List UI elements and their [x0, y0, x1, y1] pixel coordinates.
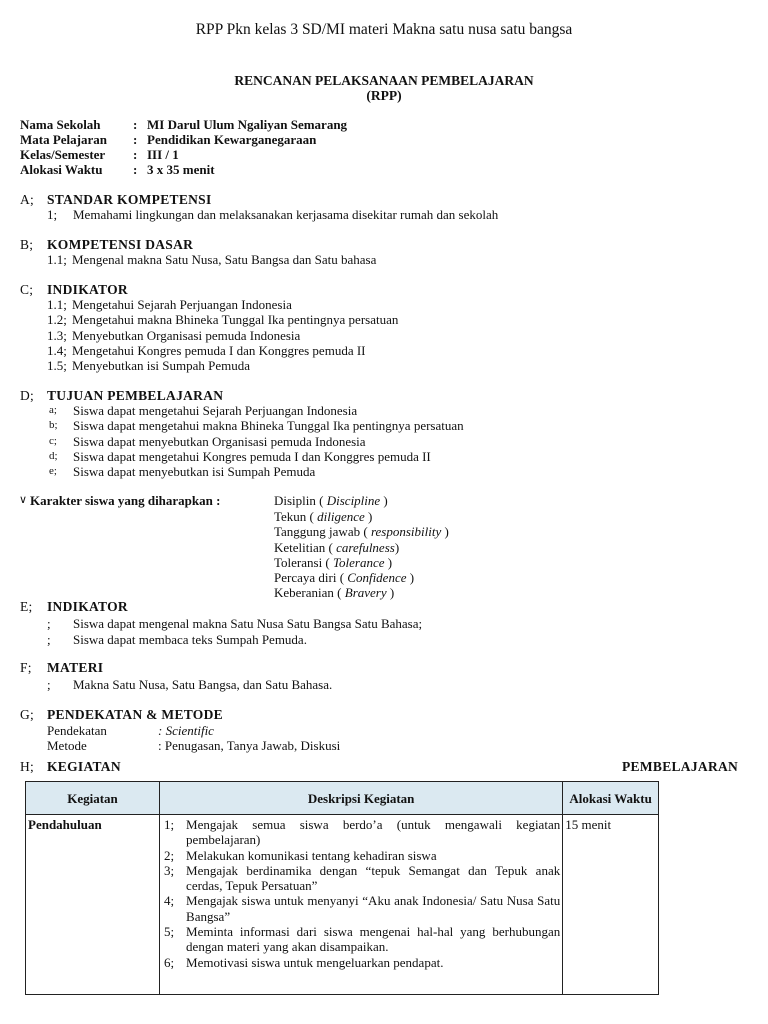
list-item: Menyebutkan isi Sumpah Pemuda — [72, 358, 251, 373]
list-item: 3; Mengajak berdinamika dengan “tepuk Semangat dan Tepuk anak cerdas, Tepuk Persatuan” — [164, 862, 561, 894]
section-title: KOMPETENSI DASAR — [47, 237, 194, 252]
info-colon: : — [133, 147, 138, 162]
list-item: Siswa dapat menyebutkan isi Sumpah Pemuda — [73, 464, 316, 479]
karakter-item: Disiplin ( Discipline ) — [274, 493, 388, 508]
metode-label: Metode — [47, 738, 87, 753]
section-title: MATERI — [47, 660, 104, 675]
header-alokasi: Alokasi Waktu — [563, 782, 659, 815]
section-letter: D; — [20, 388, 35, 403]
list-item: Mengetahui makna Bhineka Tunggal Ika pentingnya persatuan — [72, 312, 399, 327]
karakter-item: Tekun ( diligence ) — [274, 509, 373, 524]
list-num: 1.5; — [47, 358, 67, 373]
kegiatan-table — [25, 781, 659, 995]
list-item: Siswa dapat mengetahui makna Bhineka Tunggal Ika pentingnya persatuan — [73, 418, 464, 433]
list-num: ; — [47, 677, 51, 692]
section-a-heading — [20, 192, 212, 207]
list-num: d; — [49, 450, 58, 462]
doc-subheading: (RPP) — [366, 88, 402, 103]
section-g-heading — [20, 707, 223, 722]
section-f-heading — [20, 660, 103, 675]
section-letter: A; — [20, 192, 35, 207]
list-num: a; — [49, 404, 57, 416]
info-colon: : — [133, 117, 138, 132]
info-colon: : — [133, 132, 138, 147]
cell-kegiatan: Pendahuluan — [26, 815, 160, 995]
list-item: Makna Satu Nusa, Satu Bangsa, dan Satu Bahasa. — [73, 677, 333, 692]
section-title: STANDAR KOMPETENSI — [47, 192, 212, 207]
list-item: Mengetahui Kongres pemuda I dan Konggres pemuda II — [72, 343, 366, 358]
info-label: Alokasi Waktu — [20, 162, 103, 177]
section-letter: F; — [20, 660, 32, 675]
table-header-row — [26, 782, 659, 815]
list-num: 1.3; — [47, 328, 67, 343]
header-deskripsi: Deskripsi Kegiatan — [160, 782, 563, 815]
karakter-label: Karakter siswa yang diharapkan : — [30, 493, 221, 508]
karakter-item: Percaya diri ( Confidence ) — [274, 570, 415, 585]
pendekatan-label: Pendekatan — [47, 723, 107, 738]
document-title: RPP Pkn kelas 3 SD/MI materi Makna satu nusa satu bangsa — [195, 21, 573, 38]
header-kegiatan: Kegiatan — [26, 782, 160, 815]
karakter-item: Toleransi ( Tolerance ) — [274, 555, 393, 570]
info-value: III / 1 — [147, 147, 179, 162]
list-num: 1.4; — [47, 343, 67, 358]
list-item: Memahami lingkungan dan melaksanakan kerjasama disekitar rumah dan sekolah — [73, 207, 499, 222]
karakter-item: Keberanian ( Bravery ) — [274, 585, 395, 600]
section-letter: H; — [20, 759, 35, 774]
list-item: Siswa dapat mengenal makna Satu Nusa Satu Bangsa Satu Bahasa; — [73, 616, 423, 631]
cell-deskripsi — [160, 815, 563, 995]
section-b-heading — [20, 237, 193, 252]
section-title: INDIKATOR — [47, 599, 128, 614]
list-item: Menyebutkan Organisasi pemuda Indonesia — [72, 328, 301, 343]
section-e-heading — [20, 599, 128, 614]
info-value: Pendidikan Kewarganegaraan — [147, 132, 317, 147]
list-item: Mengetahui Sejarah Perjuangan Indonesia — [72, 297, 292, 312]
section-title: TUJUAN PEMBELAJARAN — [47, 388, 224, 403]
info-colon: : — [133, 162, 138, 177]
info-label: Mata Pelajaran — [20, 132, 108, 147]
karakter-item: Tanggung jawab ( responsibility ) — [274, 524, 449, 539]
section-title: INDIKATOR — [47, 282, 128, 297]
list-num: 1; — [47, 207, 58, 222]
list-item: 5; Meminta informasi dari siswa mengenai hal-hal yang berhubungan dengan materi yang akan disampaikan. — [164, 924, 561, 955]
list-item: 2; Melakukan komunikasi tentang kehadiran siswa — [164, 847, 437, 863]
list-num: ; — [47, 616, 51, 631]
check-bullet-icon: ∨ — [19, 494, 28, 506]
list-item: Siswa dapat mengetahui Sejarah Perjuangan Indonesia — [73, 403, 358, 418]
pendekatan-value: : Scientific — [158, 723, 214, 738]
section-letter: G; — [20, 707, 35, 722]
list-num: c; — [49, 435, 57, 447]
list-item: 6; Memotivasi siswa untuk mengeluarkan pendapat. — [164, 954, 444, 970]
list-item: Mengenal makna Satu Nusa, Satu Bangsa dan Satu bahasa — [72, 252, 377, 267]
section-letter: C; — [20, 282, 34, 297]
section-title: PENDEKATAN & METODE — [47, 707, 223, 722]
list-num: b; — [49, 419, 58, 431]
doc-heading: RENCANAN PELAKSANAAN PEMBELAJARAN — [234, 73, 534, 88]
section-h-heading — [20, 759, 121, 774]
list-item: 1; Mengajak semua siswa berdo’a (untuk mengawali kegiatan pembelajaran) — [164, 817, 561, 848]
section-h-title-right: PEMBELAJARAN — [622, 759, 739, 774]
list-item: Siswa dapat menyebutkan Organisasi pemuda Indonesia — [73, 434, 366, 449]
info-label: Nama Sekolah — [20, 117, 101, 132]
section-title: KEGIATAN — [47, 759, 121, 774]
list-item: Siswa dapat membaca teks Sumpah Pemuda. — [73, 632, 307, 647]
section-c-heading — [20, 282, 128, 297]
cell-alokasi: 15 menit — [563, 815, 659, 995]
list-num: 1.1; — [47, 297, 67, 312]
info-label: Kelas/Semester — [20, 147, 106, 162]
list-num: 1.2; — [47, 312, 67, 327]
info-value: MI Darul Ulum Ngaliyan Semarang — [147, 117, 348, 132]
section-letter: E; — [20, 599, 33, 614]
section-d-heading — [20, 388, 223, 403]
list-num: ; — [47, 632, 51, 647]
list-num: 1.1; — [47, 252, 67, 267]
metode-value: : Penugasan, Tanya Jawab, Diskusi — [158, 738, 341, 753]
info-value: 3 x 35 menit — [147, 162, 215, 177]
list-item: Siswa dapat mengetahui Kongres pemuda I dan Konggres pemuda II — [73, 449, 431, 464]
karakter-item: Ketelitian ( carefulness) — [274, 540, 400, 555]
list-item: 4; Mengajak siswa untuk menyanyi “Aku anak Indonesia/ Satu Nusa Satu Bangsa” — [164, 893, 561, 924]
list-num: e; — [49, 465, 57, 477]
section-letter: B; — [20, 237, 34, 252]
table-row — [26, 815, 659, 995]
